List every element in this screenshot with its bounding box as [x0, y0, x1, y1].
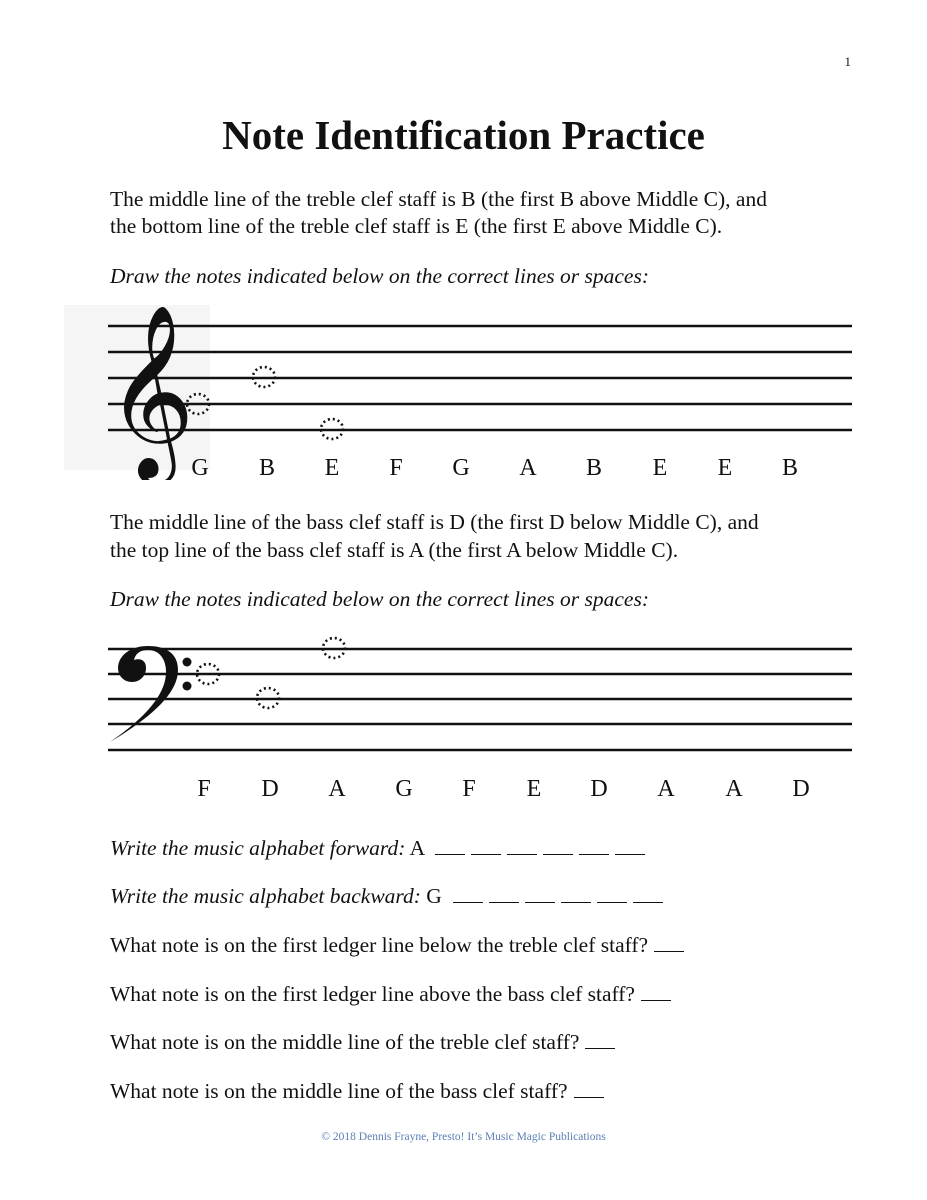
treble-note-letter: F — [389, 455, 403, 481]
answer-blank[interactable] — [579, 836, 609, 855]
answer-blank[interactable] — [633, 884, 663, 903]
bass-instruction: Draw the notes indicated below on the correct lines or spaces: — [110, 587, 650, 611]
treble-note-letter: E — [652, 455, 668, 481]
bass-note-letter: A — [328, 776, 346, 802]
answer-blank[interactable] — [507, 836, 537, 855]
bass-note-letter: D — [590, 776, 608, 802]
bass-note-letter: E — [526, 776, 542, 802]
answer-blank[interactable] — [525, 884, 555, 903]
page-number: 1 — [844, 54, 851, 69]
answer-blank[interactable] — [453, 884, 483, 903]
treble-intro-line-2: the bottom line of the treble clef staff is E (the first E above Middle C). — [110, 214, 723, 238]
treble-intro-line-1: The middle line of the treble clef staff is B (the first B above Middle C), and — [110, 187, 767, 211]
question-alphabet-forward — [110, 834, 645, 862]
answer-blank[interactable] — [641, 982, 671, 1001]
bass-note-letter: A — [657, 776, 675, 802]
question-treble-middle — [110, 1028, 615, 1056]
answer-blank[interactable] — [561, 884, 591, 903]
answer-blank[interactable] — [543, 836, 573, 855]
treble-note-letter: G — [452, 455, 470, 481]
treble-note-letter: B — [585, 455, 602, 481]
question-bass-middle — [110, 1077, 604, 1105]
treble-note-letter: B — [781, 455, 798, 481]
forward-start-letter: A — [409, 836, 424, 860]
treble-clef-icon: 𝄞 — [106, 304, 195, 478]
answer-blank[interactable] — [489, 884, 519, 903]
treble-note-letter: B — [258, 455, 275, 481]
treble-note-letter: E — [717, 455, 733, 481]
bass-intro-line-1: The middle line of the bass clef staff is D (the first D below Middle C), and — [110, 510, 759, 534]
answer-blank[interactable] — [574, 1079, 604, 1098]
answer-blank[interactable] — [654, 933, 684, 952]
backward-start-letter: G — [426, 884, 442, 908]
answer-blank[interactable] — [471, 836, 501, 855]
bass-note-letter: D — [792, 776, 810, 802]
treble-note-letter: A — [519, 455, 537, 481]
question-text: What note is on the first ledger line above the bass clef staff? — [110, 982, 635, 1006]
copyright-footer: © 2018 Dennis Frayne, Presto! It’s Music Magic Publications — [321, 1131, 606, 1143]
treble-note-letter: G — [191, 455, 209, 481]
bass-note-letter: A — [725, 776, 743, 802]
answer-blank[interactable] — [597, 884, 627, 903]
bass-note-letter: G — [395, 776, 413, 802]
bass-staff-lines — [108, 649, 852, 750]
bass-note-letter: D — [261, 776, 279, 802]
question-alphabet-backward — [110, 882, 663, 910]
question-treble-ledger — [110, 931, 684, 959]
bass-note-letter: F — [197, 776, 211, 802]
question-bass-ledger — [110, 980, 671, 1008]
bass-note-letter: F — [462, 776, 476, 802]
treble-instruction: Draw the notes indicated below on the correct lines or spaces: — [110, 264, 650, 288]
answer-blank[interactable] — [615, 836, 645, 855]
question-text: What note is on the middle line of the bass clef staff? — [110, 1079, 568, 1103]
answer-blank[interactable] — [435, 836, 465, 855]
bass-clef-icon — [110, 646, 192, 742]
page-title: Note Identification Practice — [222, 112, 705, 158]
bass-intro-line-2: the top line of the bass clef staff is A (the first A below Middle C). — [110, 538, 679, 562]
question-text: What note is on the middle line of the treble clef staff? — [110, 1030, 580, 1054]
answer-blank[interactable] — [585, 1030, 615, 1049]
question-text: What note is on the first ledger line below the treble clef staff? — [110, 933, 649, 957]
backward-label: Write the music alphabet backward: — [110, 884, 421, 908]
forward-label: Write the music alphabet forward: — [110, 836, 406, 860]
treble-note-letter: E — [324, 455, 340, 481]
